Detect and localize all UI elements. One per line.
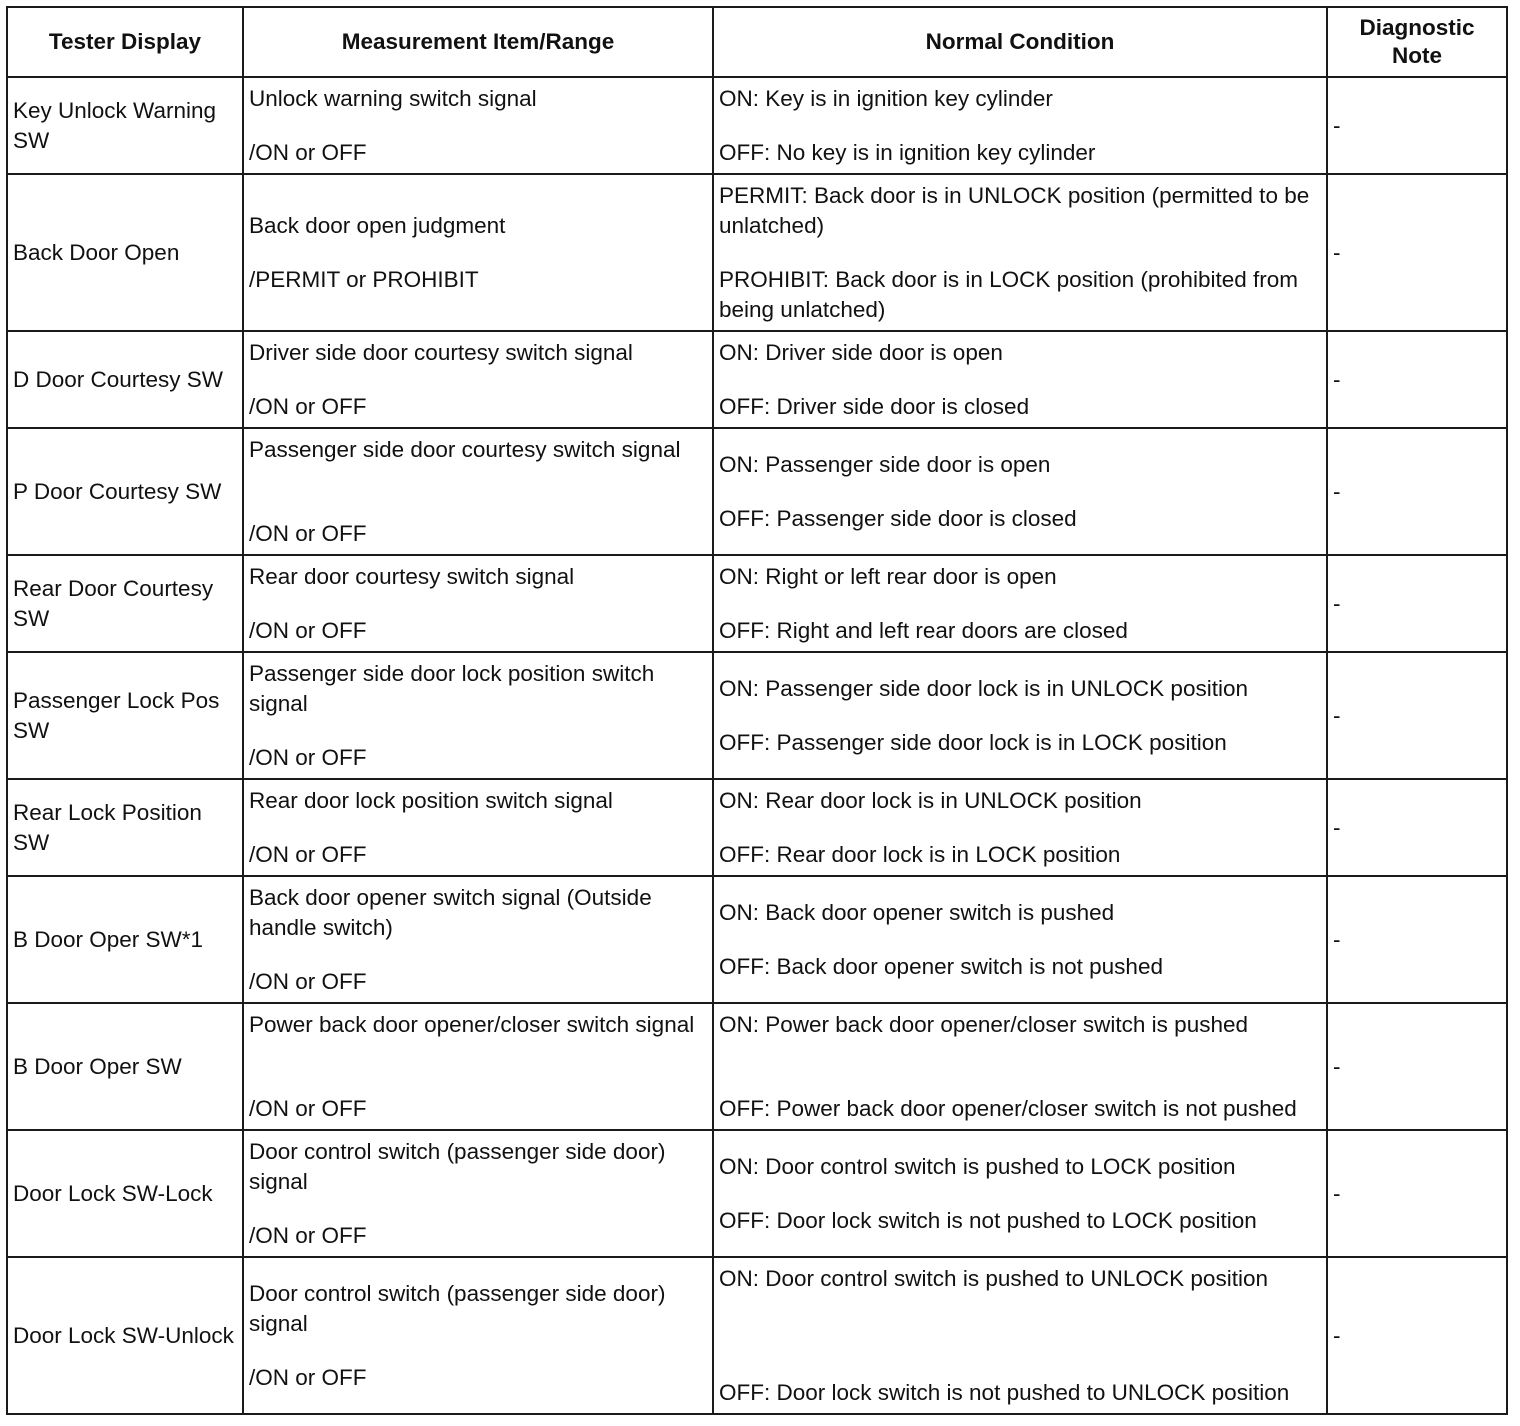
normal-condition-cell: [713, 779, 1327, 876]
measurement-item: Door control switch (passenger side door) signal: [249, 1138, 666, 1194]
measurement-cell: [243, 331, 713, 428]
condition-on: ON: Right or left rear door is open: [719, 563, 1057, 589]
measurement-item: Passenger side door lock position switch signal: [249, 660, 655, 716]
header-measurement-item-range: Measurement Item/Range: [243, 7, 713, 77]
measurement-cell: [243, 876, 713, 1003]
measurement-range: /ON or OFF: [249, 617, 367, 643]
header-diagnostic-note-label: Diagnostic Note: [1359, 15, 1475, 68]
condition-off: OFF: Door lock switch is not pushed to UNLOCK position: [719, 1379, 1290, 1405]
header-normal-condition: Normal Condition: [713, 7, 1327, 77]
measurement-range: /ON or OFF: [249, 841, 367, 867]
diagnostic-note-cell: -: [1327, 428, 1507, 555]
measurement-range: /PERMIT or PROHIBIT: [249, 266, 479, 292]
measurement-cell: [243, 428, 713, 555]
diagnostic-note-cell: -: [1327, 174, 1507, 331]
measurement-item: Door control switch (passenger side door) signal: [249, 1280, 666, 1336]
table-row: [7, 1130, 1507, 1257]
diagnostic-note-cell: -: [1327, 779, 1507, 876]
tester-display-cell: Door Lock SW-Lock: [7, 1130, 243, 1257]
measurement-range: /ON or OFF: [249, 393, 367, 419]
measurement-item: Passenger side door courtesy switch signal: [249, 436, 681, 462]
header-tester-display: Tester Display: [7, 7, 243, 77]
table-row: [7, 652, 1507, 779]
header-diagnostic-note: [1327, 7, 1507, 77]
table-header: [7, 7, 1507, 77]
normal-condition-cell: [713, 652, 1327, 779]
tester-display-cell: Back Door Open: [7, 174, 243, 331]
condition-on: ON: Rear door lock is in UNLOCK position: [719, 787, 1142, 813]
header-row: [7, 7, 1507, 77]
tester-data-table: [6, 6, 1508, 1415]
tester-display-cell: P Door Courtesy SW: [7, 428, 243, 555]
normal-condition-cell: [713, 1257, 1327, 1414]
measurement-item: Driver side door courtesy switch signal: [249, 339, 633, 365]
condition-off: OFF: Back door opener switch is not pushed: [719, 953, 1163, 979]
measurement-cell: [243, 1003, 713, 1130]
normal-condition-cell: [713, 555, 1327, 652]
table-body: [7, 77, 1507, 1414]
measurement-range: /ON or OFF: [249, 1222, 367, 1248]
condition-on: ON: Power back door opener/closer switch is pushed: [719, 1011, 1249, 1037]
measurement-cell: [243, 174, 713, 331]
measurement-cell: [243, 1257, 713, 1414]
condition-off: OFF: Passenger side door lock is in LOCK position: [719, 729, 1227, 755]
condition-off: OFF: Driver side door is closed: [719, 393, 1030, 419]
diagnostic-note-cell: -: [1327, 652, 1507, 779]
measurement-range: /ON or OFF: [249, 139, 367, 165]
condition-off: OFF: Rear door lock is in LOCK position: [719, 841, 1121, 867]
condition-on: ON: Key is in ignition key cylinder: [719, 85, 1053, 111]
measurement-cell: [243, 779, 713, 876]
table-row: [7, 779, 1507, 876]
measurement-item: Unlock warning switch signal: [249, 85, 537, 111]
measurement-item: Back door open judgment: [249, 212, 506, 238]
condition-off: OFF: No key is in ignition key cylinder: [719, 139, 1096, 165]
measurement-item: Back door opener switch signal (Outside handle switch): [249, 884, 652, 940]
condition-on: ON: Door control switch is pushed to LOCK position: [719, 1153, 1236, 1179]
table-row: [7, 428, 1507, 555]
tester-display-cell: Door Lock SW-Unlock: [7, 1257, 243, 1414]
measurement-range: /ON or OFF: [249, 520, 367, 546]
condition-on: ON: Passenger side door lock is in UNLOCK position: [719, 675, 1248, 701]
normal-condition-cell: [713, 428, 1327, 555]
measurement-cell: [243, 77, 713, 174]
condition-on: ON: Passenger side door is open: [719, 451, 1051, 477]
condition-on: ON: Driver side door is open: [719, 339, 1003, 365]
table-row: [7, 174, 1507, 331]
diagnostic-note-cell: -: [1327, 555, 1507, 652]
diagnostic-note-cell: -: [1327, 77, 1507, 174]
condition-on: PERMIT: Back door is in UNLOCK position (permitted to be unlatched): [719, 182, 1310, 238]
table-row: [7, 555, 1507, 652]
measurement-range: /ON or OFF: [249, 1364, 367, 1390]
condition-off: OFF: Power back door opener/closer switch is not pushed: [719, 1095, 1297, 1121]
table-row: [7, 1257, 1507, 1414]
normal-condition-cell: [713, 331, 1327, 428]
normal-condition-cell: [713, 1003, 1327, 1130]
tester-display-cell: D Door Courtesy SW: [7, 331, 243, 428]
tester-display-cell: Key Unlock Warning SW: [7, 77, 243, 174]
normal-condition-cell: [713, 1130, 1327, 1257]
condition-off: PROHIBIT: Back door is in LOCK position (prohibited from being unlatched): [719, 266, 1298, 322]
condition-on: ON: Back door opener switch is pushed: [719, 899, 1115, 925]
diagnostic-note-cell: -: [1327, 1003, 1507, 1130]
condition-off: OFF: Passenger side door is closed: [719, 505, 1077, 531]
tester-display-cell: Rear Lock Position SW: [7, 779, 243, 876]
measurement-range: /ON or OFF: [249, 1095, 367, 1121]
measurement-item: Power back door opener/closer switch signal: [249, 1011, 695, 1037]
table-row: [7, 1003, 1507, 1130]
normal-condition-cell: [713, 876, 1327, 1003]
measurement-range: /ON or OFF: [249, 968, 367, 994]
diagnostic-note-cell: -: [1327, 1257, 1507, 1414]
condition-off: OFF: Door lock switch is not pushed to LOCK position: [719, 1207, 1257, 1233]
measurement-cell: [243, 555, 713, 652]
condition-off: OFF: Right and left rear doors are closed: [719, 617, 1128, 643]
tester-display-cell: Passenger Lock Pos SW: [7, 652, 243, 779]
diagnostic-note-cell: -: [1327, 331, 1507, 428]
measurement-cell: [243, 1130, 713, 1257]
measurement-range: /ON or OFF: [249, 744, 367, 770]
tester-display-cell: Rear Door Courtesy SW: [7, 555, 243, 652]
measurement-item: Rear door lock position switch signal: [249, 787, 613, 813]
tester-display-cell: B Door Oper SW: [7, 1003, 243, 1130]
diagnostic-note-cell: -: [1327, 1130, 1507, 1257]
measurement-cell: [243, 652, 713, 779]
normal-condition-cell: [713, 77, 1327, 174]
normal-condition-cell: [713, 174, 1327, 331]
table-row: [7, 77, 1507, 174]
tester-display-cell: B Door Oper SW*1: [7, 876, 243, 1003]
diagnostic-note-cell: -: [1327, 876, 1507, 1003]
condition-on: ON: Door control switch is pushed to UNLOCK position: [719, 1265, 1268, 1291]
table-row: [7, 331, 1507, 428]
measurement-item: Rear door courtesy switch signal: [249, 563, 575, 589]
table-row: [7, 876, 1507, 1003]
